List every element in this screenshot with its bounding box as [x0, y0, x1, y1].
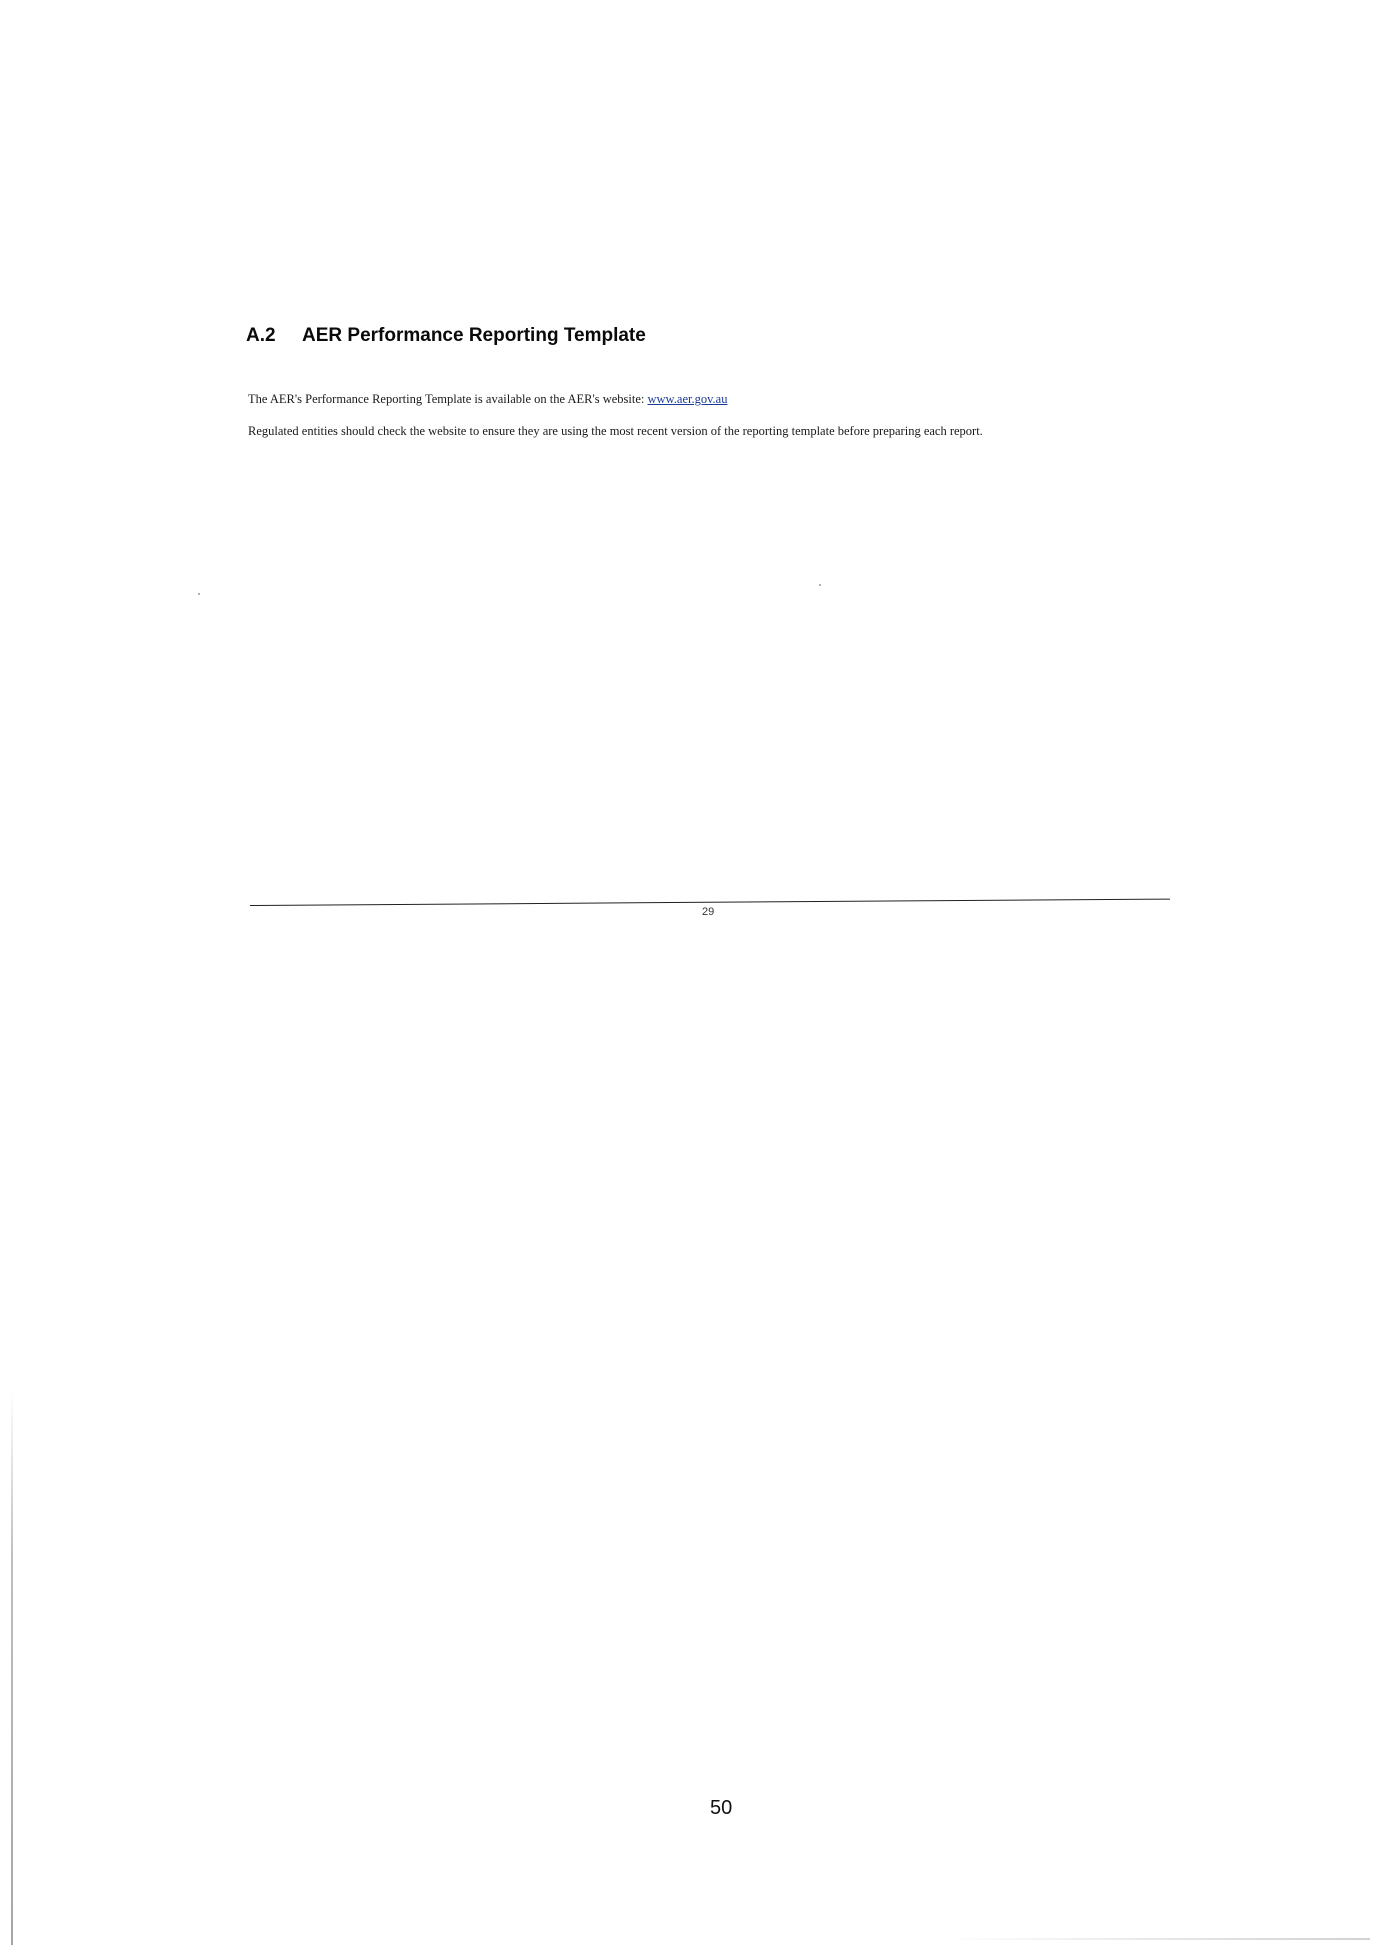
availability-text: The AER's Performance Reporting Template is available on the AER's website: [248, 392, 648, 406]
scan-edge-artifact [11, 1390, 13, 1945]
scan-edge-artifact [940, 1938, 1370, 1940]
inner-page-number: 29 [702, 906, 715, 918]
availability-paragraph [248, 391, 727, 408]
scan-speck [198, 593, 200, 595]
section-heading [246, 325, 646, 347]
scan-speck [819, 584, 821, 586]
aer-website-link[interactable]: www.aer.gov.au [647, 392, 728, 406]
page-number: 50 [710, 1797, 733, 1819]
check-website-paragraph: Regulated entities should check the website to ensure they are using the most recent version of the reporting template before preparing each report. [248, 424, 983, 438]
footer-rule [250, 899, 1170, 906]
section-title: AER Performance Reporting Template [302, 325, 646, 346]
section-number: A.2 [246, 325, 276, 346]
